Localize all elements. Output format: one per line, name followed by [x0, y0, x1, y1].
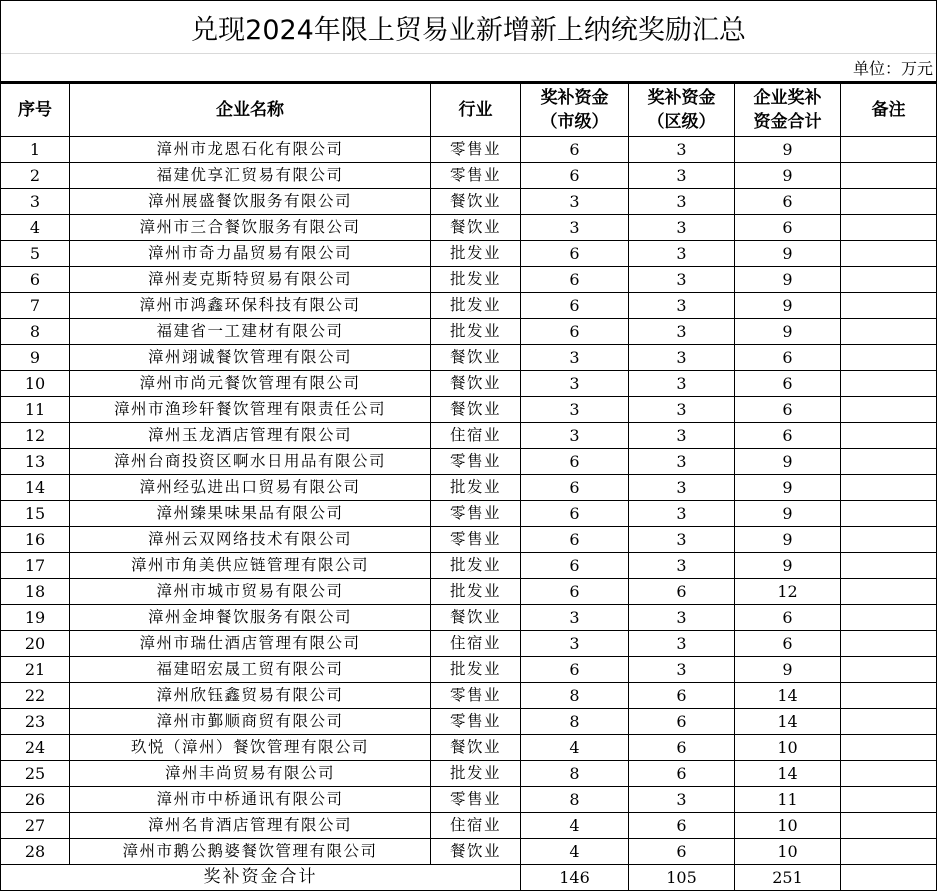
cell-district-subsidy: 3 [629, 137, 735, 163]
cell-company-name: 漳州玉龙酒店管理有限公司 [70, 423, 431, 449]
cell-seq: 27 [1, 813, 70, 839]
cell-total-subsidy: 10 [735, 839, 841, 865]
cell-city-subsidy: 6 [521, 579, 629, 605]
cell-city-subsidy: 6 [521, 501, 629, 527]
cell-note [841, 267, 937, 293]
cell-city-subsidy: 8 [521, 709, 629, 735]
table-row [1, 319, 937, 345]
cell-total-subsidy: 9 [735, 475, 841, 501]
cell-industry: 住宿业 [431, 423, 521, 449]
cell-seq: 1 [1, 137, 70, 163]
cell-industry: 批发业 [431, 267, 521, 293]
cell-city-subsidy: 4 [521, 813, 629, 839]
cell-district-subsidy: 3 [629, 787, 735, 813]
cell-district-subsidy: 6 [629, 709, 735, 735]
cell-city-subsidy: 3 [521, 371, 629, 397]
cell-seq: 14 [1, 475, 70, 501]
table-row [1, 449, 937, 475]
cell-company-name: 福建优享汇贸易有限公司 [70, 163, 431, 189]
cell-company-name: 漳州市瑞仕酒店管理有限公司 [70, 631, 431, 657]
cell-industry: 批发业 [431, 579, 521, 605]
cell-district-subsidy: 3 [629, 345, 735, 371]
cell-seq: 13 [1, 449, 70, 475]
cell-industry: 零售业 [431, 163, 521, 189]
cell-city-subsidy: 3 [521, 215, 629, 241]
cell-district-subsidy: 3 [629, 293, 735, 319]
cell-city-subsidy: 3 [521, 345, 629, 371]
table-row [1, 787, 937, 813]
cell-city-subsidy: 3 [521, 605, 629, 631]
table-row [1, 761, 937, 787]
cell-industry: 零售业 [431, 787, 521, 813]
cell-total-subsidy: 14 [735, 709, 841, 735]
cell-city-subsidy: 3 [521, 397, 629, 423]
cell-company-name: 漳州臻果味果品有限公司 [70, 501, 431, 527]
table-row [1, 345, 937, 371]
cell-district-subsidy: 6 [629, 735, 735, 761]
cell-seq: 15 [1, 501, 70, 527]
cell-district-subsidy: 3 [629, 423, 735, 449]
cell-district-subsidy: 3 [629, 397, 735, 423]
cell-note [841, 683, 937, 709]
cell-industry: 餐饮业 [431, 371, 521, 397]
cell-district-subsidy: 6 [629, 813, 735, 839]
table-row [1, 553, 937, 579]
cell-seq: 4 [1, 215, 70, 241]
cell-note [841, 423, 937, 449]
cell-seq: 2 [1, 163, 70, 189]
table-row [1, 683, 937, 709]
cell-seq: 18 [1, 579, 70, 605]
cell-industry: 餐饮业 [431, 345, 521, 371]
cell-seq: 5 [1, 241, 70, 267]
cell-note [841, 163, 937, 189]
cell-district-subsidy: 3 [629, 189, 735, 215]
table-header-row [1, 84, 937, 137]
cell-total-subsidy: 6 [735, 397, 841, 423]
cell-note [841, 449, 937, 475]
cell-city-subsidy: 6 [521, 163, 629, 189]
cell-note [841, 189, 937, 215]
cell-city-subsidy: 6 [521, 319, 629, 345]
cell-note [841, 735, 937, 761]
table-row [1, 241, 937, 267]
cell-company-name: 漳州金坤餐饮服务有限公司 [70, 605, 431, 631]
cell-company-name: 漳州翊诚餐饮管理有限公司 [70, 345, 431, 371]
header-city-subsidy [521, 84, 629, 137]
page-title: 兑现2024年限上贸易业新增新上纳统奖励汇总 [1, 1, 936, 54]
cell-company-name: 漳州欣钰鑫贸易有限公司 [70, 683, 431, 709]
cell-industry: 零售业 [431, 683, 521, 709]
cell-note [841, 527, 937, 553]
cell-district-subsidy: 3 [629, 319, 735, 345]
cell-company-name: 漳州市渔珍轩餐饮管理有限责任公司 [70, 397, 431, 423]
cell-company-name: 漳州市中桥通讯有限公司 [70, 787, 431, 813]
cell-note [841, 241, 937, 267]
cell-district-subsidy: 3 [629, 163, 735, 189]
cell-total-subsidy: 9 [735, 553, 841, 579]
table-row [1, 293, 937, 319]
header-total-subsidy [735, 84, 841, 137]
cell-total-subsidy: 9 [735, 501, 841, 527]
totals-note [841, 865, 937, 891]
cell-company-name: 漳州市鹅公鹅婆餐饮管理有限公司 [70, 839, 431, 865]
cell-district-subsidy: 3 [629, 267, 735, 293]
cell-city-subsidy: 6 [521, 241, 629, 267]
cell-seq: 3 [1, 189, 70, 215]
cell-total-subsidy: 6 [735, 631, 841, 657]
table-row [1, 137, 937, 163]
cell-note [841, 371, 937, 397]
cell-total-subsidy: 6 [735, 423, 841, 449]
totals-row [1, 865, 937, 891]
cell-company-name: 福建省一工建材有限公司 [70, 319, 431, 345]
cell-industry: 批发业 [431, 241, 521, 267]
cell-district-subsidy: 3 [629, 241, 735, 267]
cell-total-subsidy: 9 [735, 527, 841, 553]
cell-industry: 餐饮业 [431, 189, 521, 215]
cell-district-subsidy: 3 [629, 553, 735, 579]
cell-note [841, 787, 937, 813]
cell-total-subsidy: 9 [735, 319, 841, 345]
cell-city-subsidy: 6 [521, 293, 629, 319]
cell-city-subsidy: 3 [521, 423, 629, 449]
cell-company-name: 玖悦（漳州）餐饮管理有限公司 [70, 735, 431, 761]
cell-company-name: 漳州经弘进出口贸易有限公司 [70, 475, 431, 501]
table-row [1, 839, 937, 865]
cell-note [841, 215, 937, 241]
cell-seq: 11 [1, 397, 70, 423]
cell-company-name: 漳州市城市贸易有限公司 [70, 579, 431, 605]
totals-city: 146 [521, 865, 629, 891]
table-row [1, 215, 937, 241]
cell-total-subsidy: 9 [735, 449, 841, 475]
cell-district-subsidy: 3 [629, 631, 735, 657]
cell-seq: 7 [1, 293, 70, 319]
cell-note [841, 319, 937, 345]
cell-total-subsidy: 10 [735, 735, 841, 761]
cell-note [841, 501, 937, 527]
cell-note [841, 709, 937, 735]
cell-seq: 28 [1, 839, 70, 865]
table-row [1, 813, 937, 839]
header-district-subsidy-line2: （区级） [647, 112, 716, 132]
cell-note [841, 631, 937, 657]
cell-seq: 6 [1, 267, 70, 293]
cell-total-subsidy: 9 [735, 163, 841, 189]
table-row [1, 605, 937, 631]
cell-industry: 餐饮业 [431, 397, 521, 423]
cell-city-subsidy: 6 [521, 137, 629, 163]
cell-seq: 26 [1, 787, 70, 813]
cell-seq: 25 [1, 761, 70, 787]
cell-district-subsidy: 3 [629, 475, 735, 501]
cell-note [841, 345, 937, 371]
cell-total-subsidy: 9 [735, 267, 841, 293]
cell-seq: 17 [1, 553, 70, 579]
cell-industry: 批发业 [431, 293, 521, 319]
cell-city-subsidy: 6 [521, 449, 629, 475]
cell-industry: 餐饮业 [431, 839, 521, 865]
cell-industry: 餐饮业 [431, 605, 521, 631]
totals-label: 奖补资金合计 [1, 865, 521, 891]
cell-total-subsidy: 6 [735, 371, 841, 397]
cell-industry: 住宿业 [431, 813, 521, 839]
cell-city-subsidy: 6 [521, 553, 629, 579]
cell-note [841, 761, 937, 787]
cell-total-subsidy: 6 [735, 345, 841, 371]
header-total-subsidy-line1: 企业奖补 [753, 88, 822, 108]
cell-industry: 批发业 [431, 761, 521, 787]
table-row [1, 735, 937, 761]
cell-district-subsidy: 6 [629, 761, 735, 787]
cell-company-name: 漳州市鸿鑫环保科技有限公司 [70, 293, 431, 319]
cell-district-subsidy: 6 [629, 839, 735, 865]
cell-industry: 批发业 [431, 553, 521, 579]
cell-industry: 餐饮业 [431, 215, 521, 241]
cell-industry: 零售业 [431, 709, 521, 735]
cell-note [841, 813, 937, 839]
cell-city-subsidy: 8 [521, 683, 629, 709]
table-row [1, 397, 937, 423]
cell-total-subsidy: 6 [735, 215, 841, 241]
table-row [1, 423, 937, 449]
cell-district-subsidy: 3 [629, 371, 735, 397]
table-row [1, 631, 937, 657]
cell-company-name: 漳州展盛餐饮服务有限公司 [70, 189, 431, 215]
cell-company-name: 漳州麦克斯特贸易有限公司 [70, 267, 431, 293]
cell-city-subsidy: 3 [521, 189, 629, 215]
cell-company-name: 漳州市尚元餐饮管理有限公司 [70, 371, 431, 397]
cell-company-name: 漳州市奇力晶贸易有限公司 [70, 241, 431, 267]
header-industry: 行业 [431, 84, 521, 137]
cell-total-subsidy: 9 [735, 293, 841, 319]
cell-note [841, 293, 937, 319]
cell-city-subsidy: 4 [521, 735, 629, 761]
cell-total-subsidy: 6 [735, 189, 841, 215]
cell-note [841, 605, 937, 631]
table-row [1, 163, 937, 189]
cell-city-subsidy: 8 [521, 761, 629, 787]
cell-total-subsidy: 14 [735, 683, 841, 709]
cell-total-subsidy: 6 [735, 605, 841, 631]
cell-industry: 零售业 [431, 449, 521, 475]
cell-total-subsidy: 12 [735, 579, 841, 605]
cell-city-subsidy: 6 [521, 267, 629, 293]
cell-industry: 零售业 [431, 501, 521, 527]
cell-seq: 16 [1, 527, 70, 553]
table-row [1, 189, 937, 215]
cell-district-subsidy: 6 [629, 579, 735, 605]
cell-industry: 住宿业 [431, 631, 521, 657]
cell-seq: 22 [1, 683, 70, 709]
header-company-name: 企业名称 [70, 84, 431, 137]
cell-seq: 8 [1, 319, 70, 345]
header-district-subsidy-line1: 奖补资金 [647, 88, 716, 108]
cell-seq: 19 [1, 605, 70, 631]
cell-total-subsidy: 11 [735, 787, 841, 813]
table-row [1, 657, 937, 683]
cell-company-name: 漳州市角美供应链管理有限公司 [70, 553, 431, 579]
table-row [1, 475, 937, 501]
cell-seq: 21 [1, 657, 70, 683]
cell-company-name: 漳州台商投资区啊水日用品有限公司 [70, 449, 431, 475]
cell-total-subsidy: 9 [735, 241, 841, 267]
header-city-subsidy-line1: 奖补资金 [540, 88, 609, 108]
header-total-subsidy-line2: 资金合计 [753, 112, 822, 132]
cell-industry: 批发业 [431, 319, 521, 345]
cell-city-subsidy: 3 [521, 631, 629, 657]
cell-company-name: 漳州丰尚贸易有限公司 [70, 761, 431, 787]
cell-seq: 9 [1, 345, 70, 371]
cell-note [841, 553, 937, 579]
cell-district-subsidy: 3 [629, 501, 735, 527]
cell-industry: 批发业 [431, 475, 521, 501]
cell-seq: 20 [1, 631, 70, 657]
cell-company-name: 福建昭宏晟工贸有限公司 [70, 657, 431, 683]
cell-total-subsidy: 9 [735, 657, 841, 683]
cell-industry: 批发业 [431, 657, 521, 683]
cell-industry: 零售业 [431, 527, 521, 553]
cell-city-subsidy: 4 [521, 839, 629, 865]
cell-total-subsidy: 10 [735, 813, 841, 839]
cell-total-subsidy: 9 [735, 137, 841, 163]
cell-company-name: 漳州云双网络技术有限公司 [70, 527, 431, 553]
table-row [1, 267, 937, 293]
totals-total: 251 [735, 865, 841, 891]
header-note: 备注 [841, 84, 937, 137]
table-row [1, 579, 937, 605]
cell-company-name: 漳州名肯酒店管理有限公司 [70, 813, 431, 839]
table-row [1, 709, 937, 735]
cell-city-subsidy: 6 [521, 527, 629, 553]
cell-city-subsidy: 6 [521, 475, 629, 501]
cell-seq: 12 [1, 423, 70, 449]
totals-district: 105 [629, 865, 735, 891]
cell-company-name: 漳州市鄞顺商贸有限公司 [70, 709, 431, 735]
cell-district-subsidy: 3 [629, 657, 735, 683]
cell-note [841, 579, 937, 605]
cell-city-subsidy: 6 [521, 657, 629, 683]
cell-district-subsidy: 3 [629, 449, 735, 475]
cell-company-name: 漳州市龙恩石化有限公司 [70, 137, 431, 163]
cell-total-subsidy: 14 [735, 761, 841, 787]
table-row [1, 371, 937, 397]
header-district-subsidy [629, 84, 735, 137]
cell-note [841, 839, 937, 865]
cell-district-subsidy: 3 [629, 215, 735, 241]
cell-seq: 10 [1, 371, 70, 397]
reward-summary-table [0, 83, 937, 891]
table-row [1, 501, 937, 527]
cell-district-subsidy: 6 [629, 683, 735, 709]
table-body [1, 137, 937, 865]
cell-city-subsidy: 8 [521, 787, 629, 813]
cell-note [841, 657, 937, 683]
cell-note [841, 475, 937, 501]
cell-seq: 24 [1, 735, 70, 761]
cell-seq: 23 [1, 709, 70, 735]
cell-district-subsidy: 3 [629, 605, 735, 631]
header-city-subsidy-line2: （市级） [540, 112, 609, 132]
cell-industry: 餐饮业 [431, 735, 521, 761]
header-seq: 序号 [1, 84, 70, 137]
cell-district-subsidy: 3 [629, 527, 735, 553]
table-row [1, 527, 937, 553]
cell-industry: 零售业 [431, 137, 521, 163]
cell-company-name: 漳州市三合餐饮服务有限公司 [70, 215, 431, 241]
cell-note [841, 137, 937, 163]
unit-label: 单位：万元 [1, 54, 936, 83]
cell-note [841, 397, 937, 423]
